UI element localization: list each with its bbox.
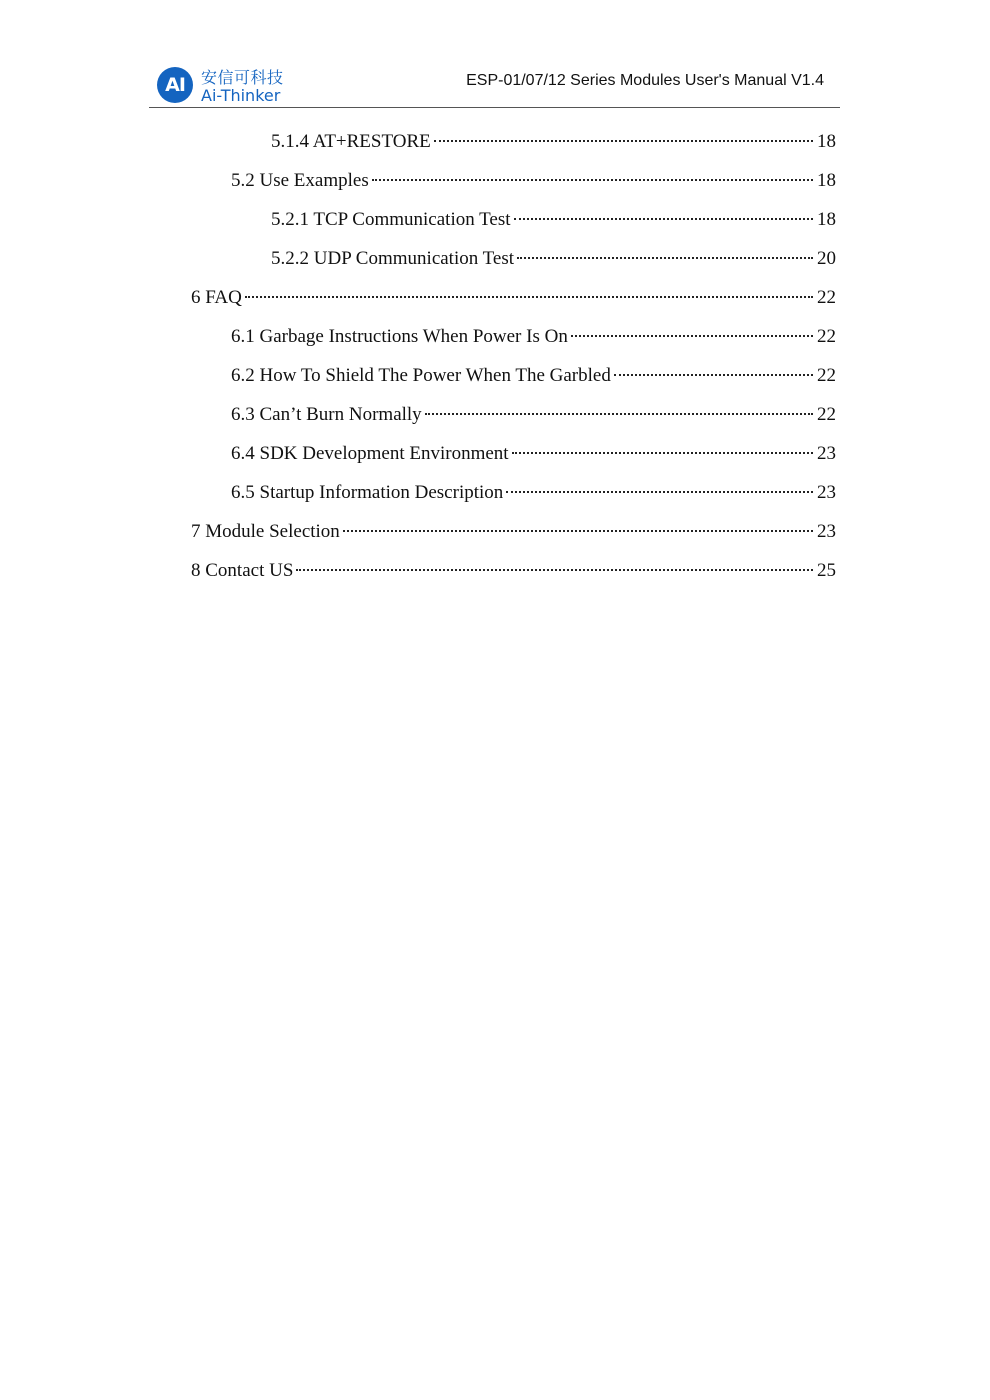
- toc-page-number: 23: [817, 443, 836, 464]
- toc-entry[interactable]: [191, 519, 836, 545]
- toc-page-number: 22: [817, 326, 836, 347]
- toc-leader-dots: [512, 452, 813, 454]
- toc-leader-dots: [296, 569, 813, 571]
- toc-leader-dots: [434, 140, 813, 142]
- toc-page-number: 23: [817, 521, 836, 542]
- toc-page-number: 18: [817, 209, 836, 230]
- toc-leader-dots: [614, 374, 813, 376]
- toc-entry-label: 6.3 Can’t Burn Normally: [231, 404, 422, 425]
- toc-entry-label: 6.4 SDK Development Environment: [231, 443, 509, 464]
- toc-page-number: 18: [817, 170, 836, 191]
- toc-entry[interactable]: [271, 129, 836, 155]
- toc-leader-dots: [517, 257, 813, 259]
- toc-entry[interactable]: [231, 324, 836, 350]
- toc-entry[interactable]: [271, 246, 836, 272]
- toc-page-number: 20: [817, 248, 836, 269]
- logo-chinese-name: 安信可科技: [201, 68, 284, 87]
- toc-entry-label: 5.2 Use Examples: [231, 170, 369, 191]
- toc-entry[interactable]: [191, 285, 836, 311]
- toc-entry[interactable]: [231, 168, 836, 194]
- toc-page-number: 23: [817, 482, 836, 503]
- toc-entry[interactable]: [231, 402, 836, 428]
- toc-entry-label: 5.2.2 UDP Communication Test: [271, 248, 515, 269]
- toc-leader-dots: [372, 179, 813, 181]
- toc-entry-label: 6.1 Garbage Instructions When Power Is On: [231, 326, 568, 347]
- toc-entry[interactable]: [191, 558, 836, 584]
- toc-leader-dots: [571, 335, 813, 337]
- toc-page-number: 22: [817, 404, 836, 425]
- toc-leader-dots: [245, 296, 813, 298]
- ai-thinker-logo: [157, 65, 297, 105]
- toc-entry[interactable]: [231, 363, 836, 389]
- toc-leader-dots: [514, 218, 813, 220]
- toc-entry-label: 6 FAQ: [191, 287, 242, 308]
- toc-entry-label: 6.5 Startup Information Description: [231, 482, 504, 503]
- toc-page-number: 18: [817, 131, 836, 152]
- toc-page-number: 25: [817, 560, 836, 581]
- toc-page-number: 22: [817, 365, 836, 386]
- logo-mark-text: AI: [165, 74, 185, 96]
- toc-entry-label: 7 Module Selection: [191, 521, 340, 542]
- page-header: [149, 60, 840, 108]
- toc-entry[interactable]: [231, 441, 836, 467]
- toc-entry[interactable]: [231, 480, 836, 506]
- toc-entry[interactable]: [271, 207, 836, 233]
- logo-mark-icon: [157, 67, 193, 103]
- document-title: ESP-01/07/12 Series Modules User's Manual V1.4: [466, 72, 824, 89]
- toc-entry-label: 8 Contact US: [191, 560, 294, 581]
- toc-entry-label: 5.2.1 TCP Communication Test: [271, 209, 511, 230]
- toc-leader-dots: [506, 491, 813, 493]
- logo-english-name: Ai-Thinker: [201, 86, 281, 105]
- toc-entry-label: 6.2 How To Shield The Power When The Garbled: [231, 365, 611, 386]
- toc-leader-dots: [425, 413, 813, 415]
- toc-page-number: 22: [817, 287, 836, 308]
- toc-leader-dots: [343, 530, 813, 532]
- toc-entry-label: 5.1.4 AT+RESTORE: [271, 131, 431, 152]
